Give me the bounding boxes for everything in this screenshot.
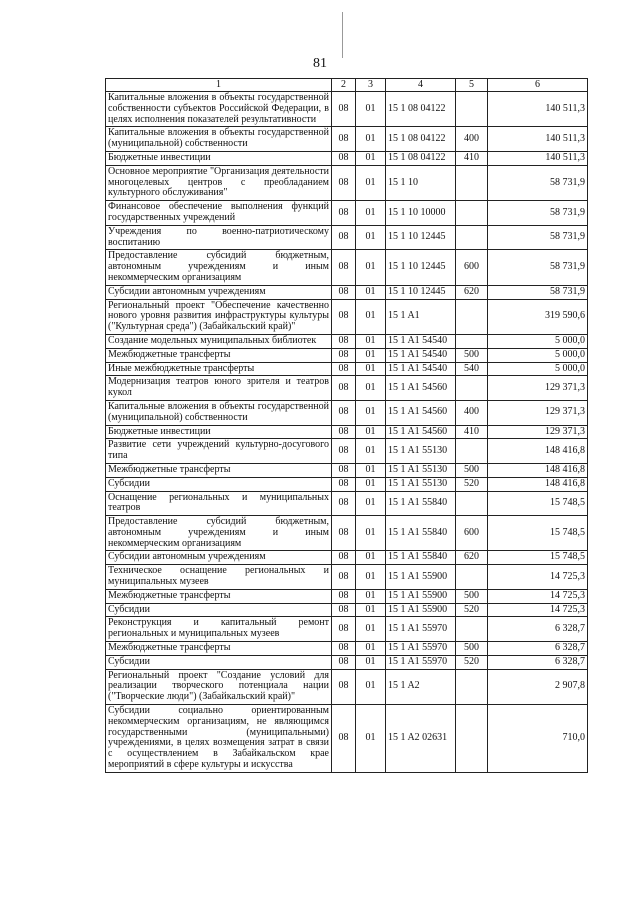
row-expense-type: 500 — [456, 463, 488, 477]
row-section: 08 — [332, 655, 356, 669]
row-amount: 5 000,0 — [488, 348, 588, 362]
table-row — [106, 516, 588, 551]
row-target-article: 15 1 10 10000 — [386, 201, 456, 226]
row-target-article: 15 1 08 04122 — [386, 151, 456, 165]
row-target-article: 15 1 A1 55970 — [386, 655, 456, 669]
row-target-article: 15 1 08 04122 — [386, 92, 456, 127]
table-row — [106, 376, 588, 401]
row-amount: 14 725,3 — [488, 589, 588, 603]
row-subsection: 01 — [356, 400, 386, 425]
row-target-article: 15 1 A1 54540 — [386, 362, 456, 376]
row-target-article: 15 1 A1 54560 — [386, 425, 456, 439]
row-section: 08 — [332, 201, 356, 226]
row-name: Реконструкция и капитальный ремонт региональных и муниципальных музеев — [106, 617, 332, 642]
row-subsection: 01 — [356, 551, 386, 565]
row-name: Субсидии — [106, 655, 332, 669]
row-amount: 148 416,8 — [488, 477, 588, 491]
row-section: 08 — [332, 425, 356, 439]
table-row — [106, 551, 588, 565]
row-amount: 5 000,0 — [488, 362, 588, 376]
table-row — [106, 285, 588, 299]
row-section: 08 — [332, 285, 356, 299]
row-section: 08 — [332, 463, 356, 477]
row-name: Субсидии — [106, 603, 332, 617]
row-name: Межбюджетные трансферты — [106, 642, 332, 656]
row-target-article: 15 1 A1 55840 — [386, 551, 456, 565]
row-amount: 15 748,5 — [488, 491, 588, 516]
row-amount: 6 328,7 — [488, 655, 588, 669]
row-amount: 140 511,3 — [488, 92, 588, 127]
row-expense-type: 400 — [456, 127, 488, 152]
row-subsection: 01 — [356, 425, 386, 439]
row-target-article: 15 1 10 — [386, 165, 456, 200]
row-expense-type — [456, 669, 488, 704]
row-subsection: 01 — [356, 165, 386, 200]
row-amount: 14 725,3 — [488, 603, 588, 617]
row-name: Финансовое обеспечение выполнения функций государственных учреждений — [106, 201, 332, 226]
table-row — [106, 201, 588, 226]
row-subsection: 01 — [356, 589, 386, 603]
row-subsection: 01 — [356, 299, 386, 334]
row-amount: 58 731,9 — [488, 250, 588, 285]
row-expense-type — [456, 565, 488, 590]
row-amount: 710,0 — [488, 705, 588, 773]
table-row — [106, 565, 588, 590]
row-subsection: 01 — [356, 201, 386, 226]
row-expense-type: 520 — [456, 655, 488, 669]
row-target-article: 15 1 A1 54560 — [386, 376, 456, 401]
table-row — [106, 655, 588, 669]
row-expense-type: 500 — [456, 348, 488, 362]
row-amount: 58 731,9 — [488, 225, 588, 250]
row-expense-type: 410 — [456, 425, 488, 439]
row-expense-type — [456, 617, 488, 642]
row-name: Бюджетные инвестиции — [106, 151, 332, 165]
col-header-expense-type: 5 — [456, 79, 488, 92]
table-row — [106, 617, 588, 642]
row-target-article: 15 1 A1 54560 — [386, 400, 456, 425]
row-section: 08 — [332, 477, 356, 491]
row-section: 08 — [332, 376, 356, 401]
row-name: Субсидии автономным учреждениям — [106, 285, 332, 299]
row-expense-type: 620 — [456, 551, 488, 565]
row-target-article: 15 1 08 04122 — [386, 127, 456, 152]
row-expense-type — [456, 225, 488, 250]
row-amount: 15 748,5 — [488, 551, 588, 565]
col-header-amount: 6 — [488, 79, 588, 92]
row-expense-type: 410 — [456, 151, 488, 165]
row-subsection: 01 — [356, 376, 386, 401]
row-section: 08 — [332, 705, 356, 773]
row-name: Капитальные вложения в объекты государственной (муниципальной) собственности — [106, 400, 332, 425]
row-subsection: 01 — [356, 225, 386, 250]
row-subsection: 01 — [356, 617, 386, 642]
row-target-article: 15 1 A1 54540 — [386, 334, 456, 348]
row-amount: 14 725,3 — [488, 565, 588, 590]
row-section: 08 — [332, 127, 356, 152]
row-section: 08 — [332, 400, 356, 425]
row-subsection: 01 — [356, 348, 386, 362]
row-amount: 140 511,3 — [488, 151, 588, 165]
row-name: Субсидии социально ориентированным некоммерческим организациям, не являющимся государственными (муниципальными) учреждениями, в целях возмещения затрат в связи с осуществлением в Забайкальском крае мероприятий в сфере культуры и искусства — [106, 705, 332, 773]
row-section: 08 — [332, 642, 356, 656]
row-expense-type: 620 — [456, 285, 488, 299]
row-section: 08 — [332, 348, 356, 362]
row-amount: 148 416,8 — [488, 463, 588, 477]
row-target-article: 15 1 A1 55900 — [386, 565, 456, 590]
row-section: 08 — [332, 669, 356, 704]
row-section: 08 — [332, 250, 356, 285]
row-name: Межбюджетные трансферты — [106, 348, 332, 362]
row-expense-type: 600 — [456, 516, 488, 551]
row-amount: 58 731,9 — [488, 201, 588, 226]
col-header-target-article: 4 — [386, 79, 456, 92]
row-name: Межбюджетные трансферты — [106, 463, 332, 477]
row-subsection: 01 — [356, 92, 386, 127]
row-amount: 319 590,6 — [488, 299, 588, 334]
row-expense-type: 500 — [456, 589, 488, 603]
table-body — [106, 92, 588, 773]
row-subsection: 01 — [356, 439, 386, 464]
table-row — [106, 589, 588, 603]
row-amount: 58 731,9 — [488, 285, 588, 299]
row-target-article: 15 1 10 12445 — [386, 250, 456, 285]
row-expense-type: 600 — [456, 250, 488, 285]
row-target-article: 15 1 A1 54540 — [386, 348, 456, 362]
header-row — [106, 79, 588, 92]
row-expense-type: 540 — [456, 362, 488, 376]
row-subsection: 01 — [356, 655, 386, 669]
table-row — [106, 165, 588, 200]
row-target-article: 15 1 A1 55970 — [386, 642, 456, 656]
row-name: Региональный проект "Создание условий для реализации творческого потенциала нации ("Творческие люди") (Забайкальский край)" — [106, 669, 332, 704]
row-name: Межбюджетные трансферты — [106, 589, 332, 603]
row-subsection: 01 — [356, 642, 386, 656]
row-target-article: 15 1 A1 55130 — [386, 463, 456, 477]
row-expense-type — [456, 705, 488, 773]
table-row — [106, 348, 588, 362]
row-target-article: 15 1 A1 — [386, 299, 456, 334]
row-target-article: 15 1 A1 55840 — [386, 491, 456, 516]
row-section: 08 — [332, 603, 356, 617]
row-amount: 15 748,5 — [488, 516, 588, 551]
row-subsection: 01 — [356, 250, 386, 285]
row-amount: 129 371,3 — [488, 425, 588, 439]
row-subsection: 01 — [356, 151, 386, 165]
row-target-article: 15 1 A1 55130 — [386, 477, 456, 491]
table-row — [106, 705, 588, 773]
row-section: 08 — [332, 439, 356, 464]
row-name: Учреждения по военно-патриотическому воспитанию — [106, 225, 332, 250]
row-amount: 5 000,0 — [488, 334, 588, 348]
row-name: Оснащение региональных и муниципальных театров — [106, 491, 332, 516]
row-expense-type: 500 — [456, 642, 488, 656]
table-row — [106, 151, 588, 165]
col-header-section: 2 — [332, 79, 356, 92]
row-section: 08 — [332, 491, 356, 516]
row-subsection: 01 — [356, 362, 386, 376]
row-amount: 148 416,8 — [488, 439, 588, 464]
table-row — [106, 439, 588, 464]
row-expense-type — [456, 439, 488, 464]
col-header-subsection: 3 — [356, 79, 386, 92]
table-row — [106, 603, 588, 617]
budget-table — [105, 78, 588, 773]
table-row — [106, 250, 588, 285]
row-subsection: 01 — [356, 516, 386, 551]
page-number: 81 — [313, 56, 327, 71]
row-subsection: 01 — [356, 669, 386, 704]
row-name: Субсидии автономным учреждениям — [106, 551, 332, 565]
row-target-article: 15 1 A1 55900 — [386, 589, 456, 603]
row-name: Техническое оснащение региональных и муниципальных музеев — [106, 565, 332, 590]
row-section: 08 — [332, 225, 356, 250]
row-expense-type — [456, 334, 488, 348]
table-row — [106, 334, 588, 348]
row-section: 08 — [332, 92, 356, 127]
table-row — [106, 491, 588, 516]
row-amount: 6 328,7 — [488, 642, 588, 656]
row-name: Иные межбюджетные трансферты — [106, 362, 332, 376]
row-name: Региональный проект "Обеспечение качественно нового уровня развития инфраструктуры культуры ("Культурная среда") (Забайкальский край)" — [106, 299, 332, 334]
row-target-article: 15 1 A1 55840 — [386, 516, 456, 551]
row-section: 08 — [332, 617, 356, 642]
row-section: 08 — [332, 516, 356, 551]
row-expense-type — [456, 299, 488, 334]
row-section: 08 — [332, 565, 356, 590]
row-expense-type: 520 — [456, 603, 488, 617]
row-subsection: 01 — [356, 127, 386, 152]
row-expense-type — [456, 165, 488, 200]
margin-line — [342, 12, 343, 58]
table-row — [106, 92, 588, 127]
row-expense-type — [456, 92, 488, 127]
table-row — [106, 299, 588, 334]
table-row — [106, 463, 588, 477]
row-subsection: 01 — [356, 565, 386, 590]
row-target-article: 15 1 A1 55130 — [386, 439, 456, 464]
row-subsection: 01 — [356, 705, 386, 773]
row-target-article: 15 1 A1 55970 — [386, 617, 456, 642]
row-target-article: 15 1 A2 02631 — [386, 705, 456, 773]
row-amount: 129 371,3 — [488, 400, 588, 425]
row-section: 08 — [332, 299, 356, 334]
table-row — [106, 477, 588, 491]
row-name: Предоставление субсидий бюджетным, автономным учреждениям и иным некоммерческим организациям — [106, 250, 332, 285]
row-subsection: 01 — [356, 491, 386, 516]
row-target-article: 15 1 A1 55900 — [386, 603, 456, 617]
row-section: 08 — [332, 589, 356, 603]
row-subsection: 01 — [356, 285, 386, 299]
row-name: Основное мероприятие "Организация деятельности многоцелевых центров с преобладанием культурного обслуживания" — [106, 165, 332, 200]
row-target-article: 15 1 10 12445 — [386, 225, 456, 250]
row-name: Капитальные вложения в объекты государственной (муниципальной) собственности — [106, 127, 332, 152]
row-section: 08 — [332, 551, 356, 565]
row-expense-type: 400 — [456, 400, 488, 425]
row-expense-type — [456, 376, 488, 401]
row-subsection: 01 — [356, 463, 386, 477]
table-row — [106, 425, 588, 439]
row-section: 08 — [332, 165, 356, 200]
table-row — [106, 362, 588, 376]
row-expense-type: 520 — [456, 477, 488, 491]
row-subsection: 01 — [356, 603, 386, 617]
row-expense-type — [456, 201, 488, 226]
row-subsection: 01 — [356, 334, 386, 348]
table-row — [106, 127, 588, 152]
row-amount: 58 731,9 — [488, 165, 588, 200]
row-amount: 129 371,3 — [488, 376, 588, 401]
row-name: Создание модельных муниципальных библиотек — [106, 334, 332, 348]
table-row — [106, 225, 588, 250]
row-expense-type — [456, 491, 488, 516]
table-row — [106, 642, 588, 656]
col-header-name: 1 — [106, 79, 332, 92]
table-row — [106, 400, 588, 425]
row-name: Капитальные вложения в объекты государственной собственности субъектов Российской Федерации, в целях исполнения показателей результативности — [106, 92, 332, 127]
row-name: Предоставление субсидий бюджетным, автономным учреждениям и иным некоммерческим организациям — [106, 516, 332, 551]
row-target-article: 15 1 10 12445 — [386, 285, 456, 299]
row-amount: 2 907,8 — [488, 669, 588, 704]
row-amount: 140 511,3 — [488, 127, 588, 152]
row-name: Модернизация театров юного зрителя и театров кукол — [106, 376, 332, 401]
row-subsection: 01 — [356, 477, 386, 491]
row-name: Бюджетные инвестиции — [106, 425, 332, 439]
row-amount: 6 328,7 — [488, 617, 588, 642]
row-name: Субсидии — [106, 477, 332, 491]
row-target-article: 15 1 A2 — [386, 669, 456, 704]
row-section: 08 — [332, 151, 356, 165]
table-row — [106, 669, 588, 704]
row-name: Развитие сети учреждений культурно-досугового типа — [106, 439, 332, 464]
row-section: 08 — [332, 334, 356, 348]
row-section: 08 — [332, 362, 356, 376]
